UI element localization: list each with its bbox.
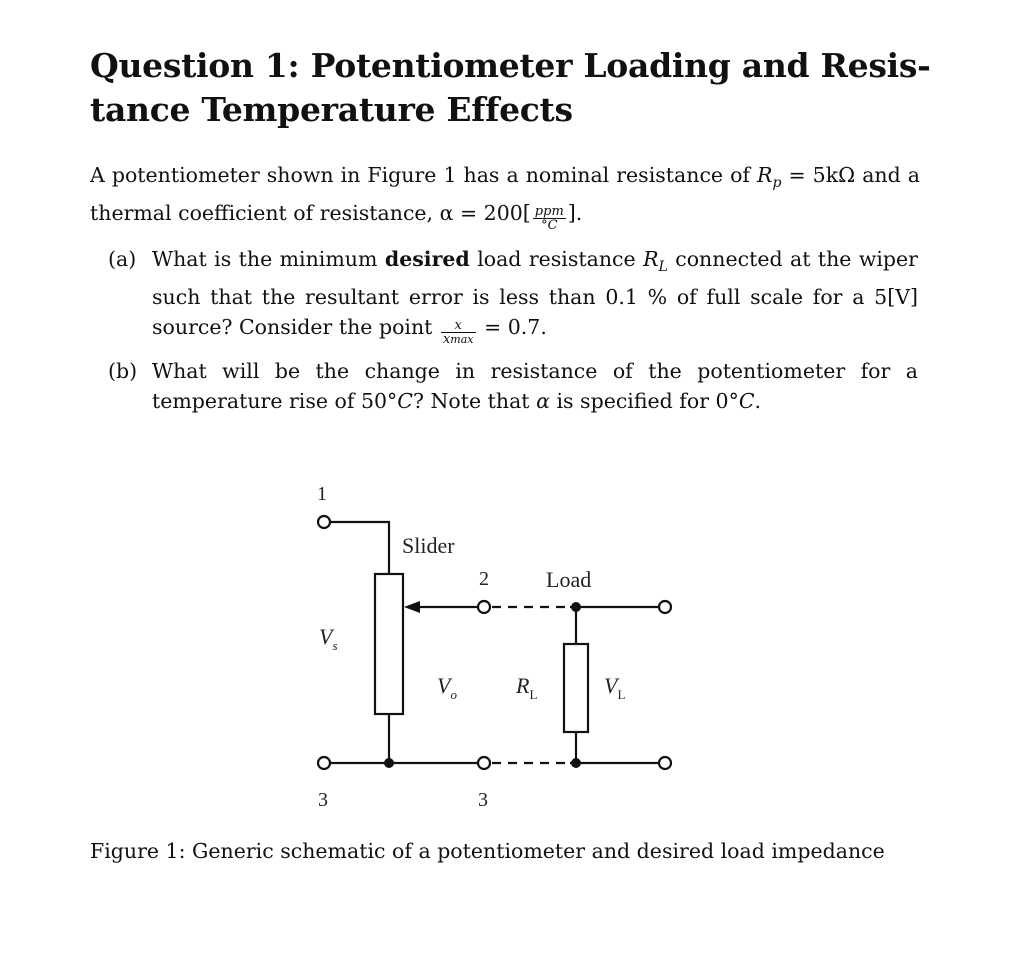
ppm-fraction: $\frac{\text{ppm}}{^\circ C}$ [534, 204, 564, 234]
slider-arrowhead [404, 601, 420, 613]
junction-dot-load-bottom [571, 758, 581, 768]
node-3-left-label: 3 [318, 789, 328, 810]
terminal-1-node [318, 516, 330, 528]
rp-subscript: p [772, 175, 782, 192]
qb-text-2: ? Note that [412, 389, 530, 413]
alpha-value: α = 200[ [439, 201, 531, 226]
node-2-label: 2 [479, 568, 489, 590]
load-top-terminal [659, 601, 671, 613]
qb-celsius-2: C [738, 389, 755, 413]
vl-label: $V_L$ [604, 673, 626, 702]
intro-text-2: and a thermal coefficient of resistance, [90, 163, 920, 226]
question-b-label: (b) [108, 359, 138, 383]
question-a [108, 244, 918, 346]
question-b [108, 356, 918, 416]
figure-1 [0, 470, 1024, 810]
question-a-label: (a) [108, 247, 137, 271]
vs-label: $V_s$ [319, 624, 338, 653]
intro-paragraph [90, 160, 920, 232]
top-wire [330, 522, 389, 574]
qa-text-2: load resistance [477, 247, 636, 271]
potentiometer-schematic [0, 470, 1024, 810]
qb-text-3: is specified for 0° [556, 389, 739, 413]
rl-label: $R_L$ [516, 673, 538, 702]
intro-text-3: ]. [567, 201, 583, 226]
qa-bold-desired: desired [384, 247, 470, 271]
rl-subscript: L [658, 259, 668, 276]
rp-symbol: R [757, 163, 773, 187]
node-3-mid-label: 3 [478, 789, 488, 810]
terminal-2-node [478, 601, 490, 613]
junction-dot-left [384, 758, 394, 768]
terminal-3-left-node [318, 757, 330, 769]
qb-alpha: α [536, 389, 550, 413]
vo-label: $V_o$ [437, 673, 457, 702]
rp-value: = 5kΩ [788, 163, 856, 187]
rl-symbol: R [643, 247, 659, 271]
load-label: Load [546, 567, 592, 592]
qa-text-3: connected at the wiper such that the resultant error is less than 0.1 % of full scale for a 5[V] source? Consider the point [152, 247, 918, 340]
node-1-label: 1 [317, 483, 327, 505]
intro-text-1: A potentiometer shown in Figure 1 has a nominal resistance of [90, 163, 751, 187]
load-bottom-terminal [659, 757, 671, 769]
x-over-xmax-fraction: $\frac{x}{xmax}$ [442, 318, 474, 348]
pot-resistor-body [375, 574, 403, 714]
qa-text-4: = 0.7. [484, 315, 547, 340]
terminal-3-mid-node [478, 757, 490, 769]
qa-text-1: What is the minimum [152, 247, 378, 271]
load-resistor-body [564, 644, 588, 732]
junction-dot-load-top [571, 602, 581, 612]
question-title: Question 1: Potentiometer Loading and Resis- tance Temperature Effects [90, 46, 931, 129]
qb-celsius-1: C [397, 389, 413, 413]
qb-text-1: What will be the change in resistance of the potentiometer for a temperature rise of 50° [152, 359, 918, 413]
slider-label: Slider [402, 533, 455, 558]
figure-caption: Figure 1: Generic schematic of a potentiometer and desired load impedance [90, 839, 885, 863]
qb-text-4: . [754, 389, 762, 413]
